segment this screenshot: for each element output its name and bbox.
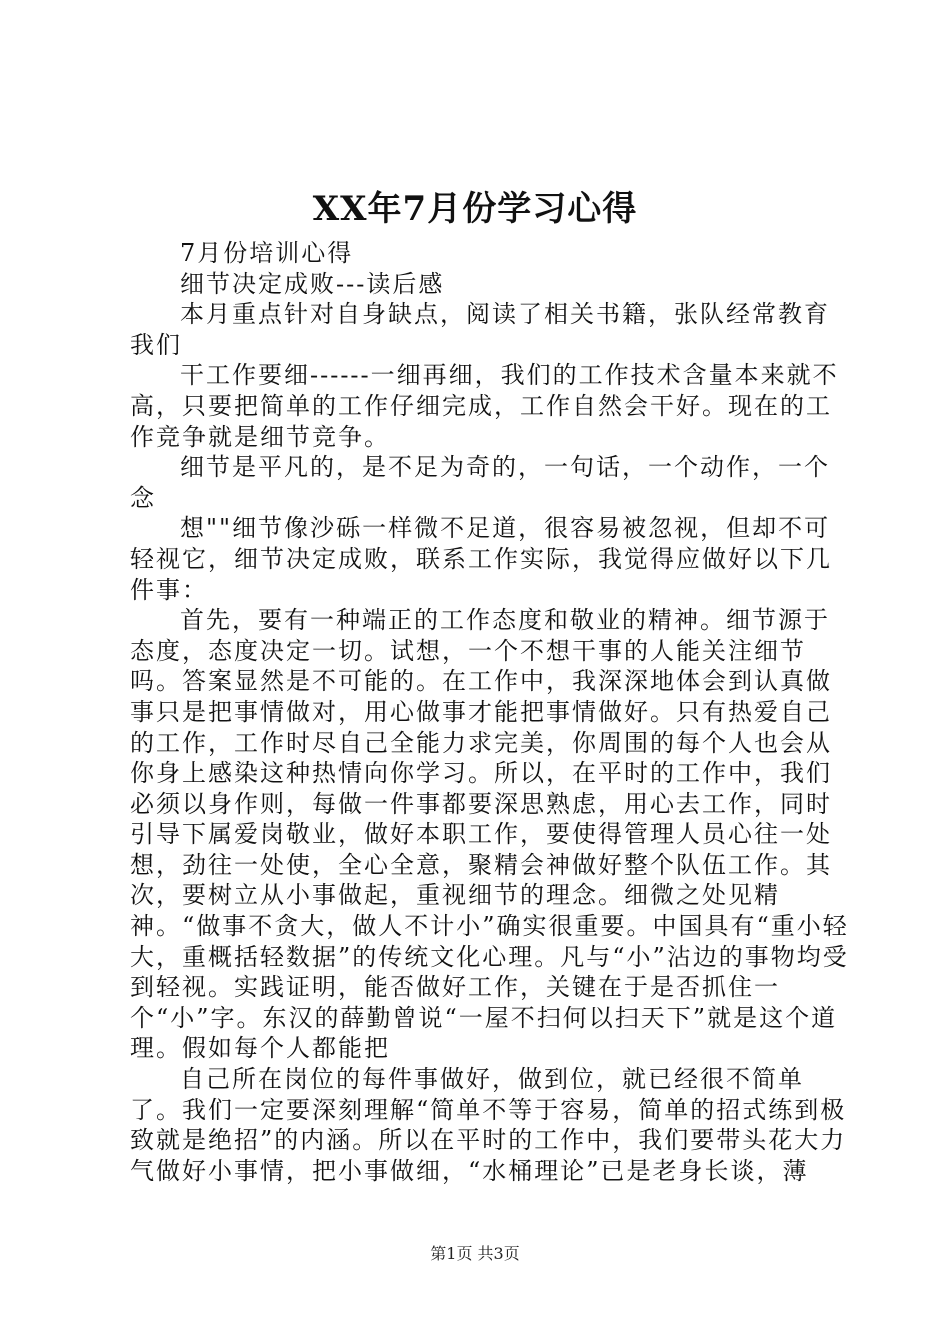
- document-title: XX年7月份学习心得: [312, 189, 638, 229]
- paragraph-1: 7月份培训心得: [180, 239, 354, 267]
- paragraph-2: 细节决定成败---读后感: [180, 269, 445, 298]
- paragraph-4: 干工作要细------一细再细，我们的工作技术含量本来就不高，只要把简单的工作仔细完成，工作自然会干好。现在的工作竞争就是细节竞争。: [130, 361, 839, 451]
- paragraph-6: 想""细节像沙砾一样微不足道，很容易被忽视，但却不可轻视它，细节决定成败，联系工作实际，我觉得应做好以下几件事：: [130, 514, 832, 604]
- document-body: [130, 238, 850, 1186]
- paragraph-7: 首先，要有一种端正的工作态度和敬业的精神。细节源于态度，态度决定一切。试想，一个不想干事的人能关注细节吗。答案显然是不可能的。在工作中，我深深地体会到认真做事只是把事情做对，用心做事才能把事情做好。只有热爱自己的工作，工作时尽自己全能力求完美，你周围的每个人也会从你身上感染这种热情向你学习。所以，在平时的工作中，我们必须以身作则，每做一件事都要深思熟虑，用心去工作，同时引导下属爱岗敬业，做好本职工作，要使得管理人员心往一处想，劲往一处使，全心全意，聚精会神做好整个队伍工作。其次，要树立从小事做起，重视细节的理念。细微之处见精神。“做事不贪大，做人不计小”确实很重要。中国具有“重小轻大，重概括轻数据”的传统文化心理。凡与“小”沾边的事物均受到轻视。实践证明，能否做好工作，关键在于是否抓住一个“小”字。东汉的薛勤曾说“一屋不扫何以扫天下”就是这个道理。假如每个人都能把: [130, 606, 849, 1063]
- paragraph-3: 本月重点针对自身缺点，阅读了相关书籍，张队经常教育我们: [130, 300, 830, 359]
- page-number-footer: 第1页 共3页: [430, 1244, 520, 1263]
- paragraph-5: 细节是平凡的，是不足为奇的，一句话，一个动作，一个念: [130, 453, 830, 512]
- paragraph-8: 自己所在岗位的每件事做好，做到位，就已经很不简单了。我们一定要深刻理解“简单不等于容易，简单的招式练到极致就是绝招”的内涵。所以在平时的工作中，我们要带头花大力气做好小事情，把小事做细，“水桶理论”已是老身长谈，薄: [130, 1065, 847, 1185]
